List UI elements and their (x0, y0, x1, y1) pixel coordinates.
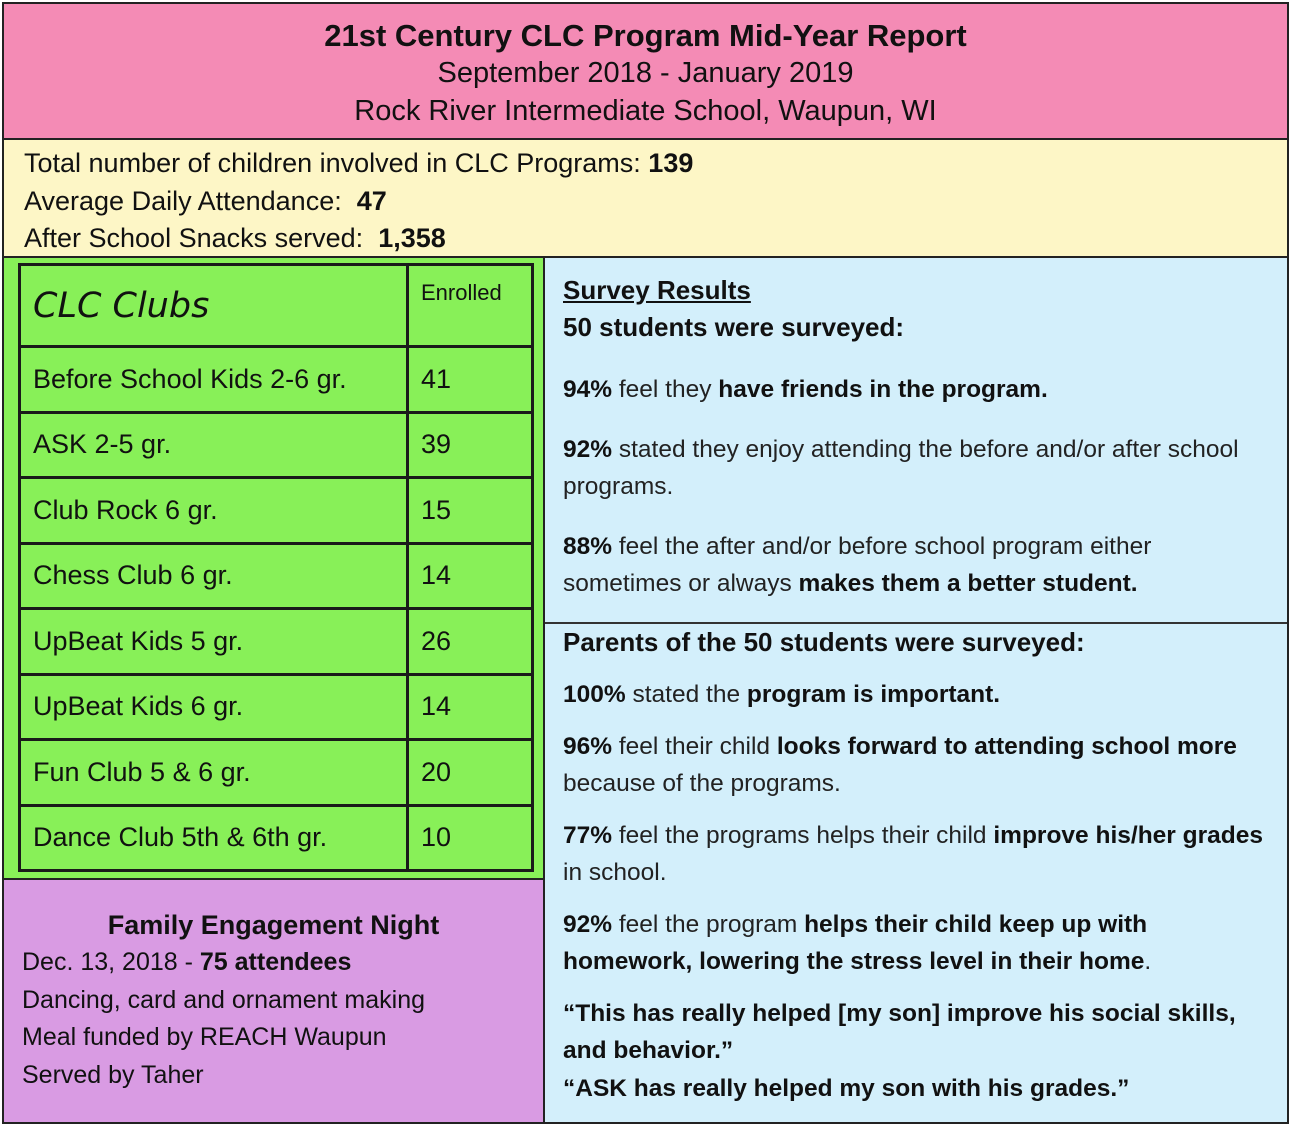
parents-heading: Parents of the 50 students were surveyed: (563, 627, 1085, 657)
enrolled-header: Enrolled (408, 265, 533, 347)
club-name: Club Rock 6 gr. (20, 478, 408, 544)
result-emphasis: have friends in the program. (718, 376, 1048, 403)
report-school: Rock River Intermediate School, Waupun, WI (354, 95, 937, 127)
club-name: UpBeat Kids 6 gr. (20, 674, 408, 740)
club-name: Fun Club 5 & 6 gr. (20, 740, 408, 806)
stat-total-children (24, 145, 1267, 183)
club-enrolled: 14 (408, 543, 533, 609)
club-name: UpBeat Kids 5 gr. (20, 609, 408, 675)
survey-panel (545, 258, 1289, 1124)
student-result-3 (563, 528, 1267, 603)
result-text: feel they (618, 376, 712, 403)
stat-snacks-value: 1,358 (378, 223, 446, 253)
summary-stats (2, 140, 1289, 258)
club-name: Dance Club 5th & 6th gr. (20, 805, 408, 871)
result-emphasis: program is important. (746, 681, 1001, 708)
clubs-table (18, 263, 534, 872)
result-emphasis: looks forward to attending school more (776, 732, 1237, 760)
result-text-end: because of the programs. (563, 770, 841, 797)
clubs-table-header (20, 265, 533, 347)
club-name: Before School Kids 2-6 gr. (20, 347, 408, 413)
result-percent: 88% (563, 532, 613, 560)
parent-result-1 (563, 676, 1267, 714)
result-percent: 94% (563, 376, 613, 403)
club-enrolled: 10 (408, 805, 533, 871)
parent-quote-1: “This has really helped [my son] improve his social skills, and behavior.” (563, 999, 1236, 1064)
result-percent: 92% (563, 910, 613, 938)
result-text: feel the programs helps their child (618, 821, 987, 849)
stat-snacks-label: After School Snacks served: (24, 223, 364, 253)
parent-result-4 (563, 906, 1267, 981)
club-name: Chess Club 6 gr. (20, 543, 408, 609)
result-text: stated they enjoy attending the before and/or after school programs. (563, 435, 1239, 500)
club-enrolled: 26 (408, 609, 533, 675)
family-attendees: 75 attendees (199, 948, 352, 976)
result-text: feel the after and/or before school program either sometimes or always (563, 532, 1152, 597)
family-line-activities: Dancing, card and ornament making (22, 985, 426, 1014)
report-dates: September 2018 - January 2019 (437, 57, 854, 89)
result-text: stated the (632, 681, 741, 708)
club-enrolled: 41 (408, 347, 533, 413)
students-heading: 50 students were surveyed: (563, 312, 905, 342)
result-text: feel the program (618, 910, 798, 938)
student-result-1 (563, 371, 1267, 409)
family-title: Family Engagement Night (107, 910, 440, 940)
result-percent: 77% (563, 821, 613, 849)
club-enrolled: 39 (408, 412, 533, 478)
club-enrolled: 15 (408, 478, 533, 544)
result-emphasis: makes them a better student. (798, 570, 1138, 597)
result-text-end: . (1144, 948, 1152, 975)
table-row (20, 412, 533, 478)
table-row (20, 740, 533, 806)
stat-attendance (24, 183, 1267, 221)
stat-snacks (24, 220, 1267, 258)
stat-total-value: 139 (648, 148, 694, 178)
clubs-panel (2, 258, 545, 878)
table-row (20, 347, 533, 413)
result-percent: 92% (563, 435, 613, 463)
family-line-served: Served by Taher (22, 1060, 204, 1089)
parent-quote-2: “ASK has really helped my son with his grades.” (563, 1074, 1130, 1102)
table-row (20, 543, 533, 609)
clubs-title: CLC Clubs (20, 265, 408, 347)
family-line-meal: Meal funded by REACH Waupun (22, 1023, 387, 1051)
survey-heading: Survey Results (563, 275, 751, 305)
parent-survey-section (545, 624, 1287, 1107)
result-emphasis: helps their child keep up with homework, lowering the stress level in their home (563, 910, 1148, 975)
stat-total-label: Total number of children involved in CLC Programs: (24, 148, 641, 178)
student-result-2 (563, 431, 1267, 506)
result-percent: 96% (563, 732, 613, 760)
student-survey-section (545, 258, 1287, 622)
family-engagement-panel (2, 878, 545, 1124)
parent-result-2 (563, 728, 1267, 803)
stat-attendance-value: 47 (356, 185, 387, 216)
stat-attendance-label: Average Daily Attendance: (24, 185, 342, 216)
table-row (20, 805, 533, 871)
report-header (2, 2, 1289, 140)
parent-result-3 (563, 817, 1267, 892)
table-row (20, 674, 533, 740)
club-name: ASK 2-5 gr. (20, 412, 408, 478)
club-enrolled: 14 (408, 674, 533, 740)
club-enrolled: 20 (408, 740, 533, 806)
family-date-line (22, 944, 525, 982)
table-row (20, 609, 533, 675)
result-percent: 100% (563, 681, 626, 708)
table-row (20, 478, 533, 544)
family-date: Dec. 13, 2018 - (22, 948, 193, 976)
result-text: feel their child (618, 732, 771, 760)
report-title: 21st Century CLC Program Mid-Year Report (324, 18, 967, 53)
result-emphasis: improve his/her grades (993, 821, 1263, 849)
result-text-end: in school. (563, 859, 667, 886)
